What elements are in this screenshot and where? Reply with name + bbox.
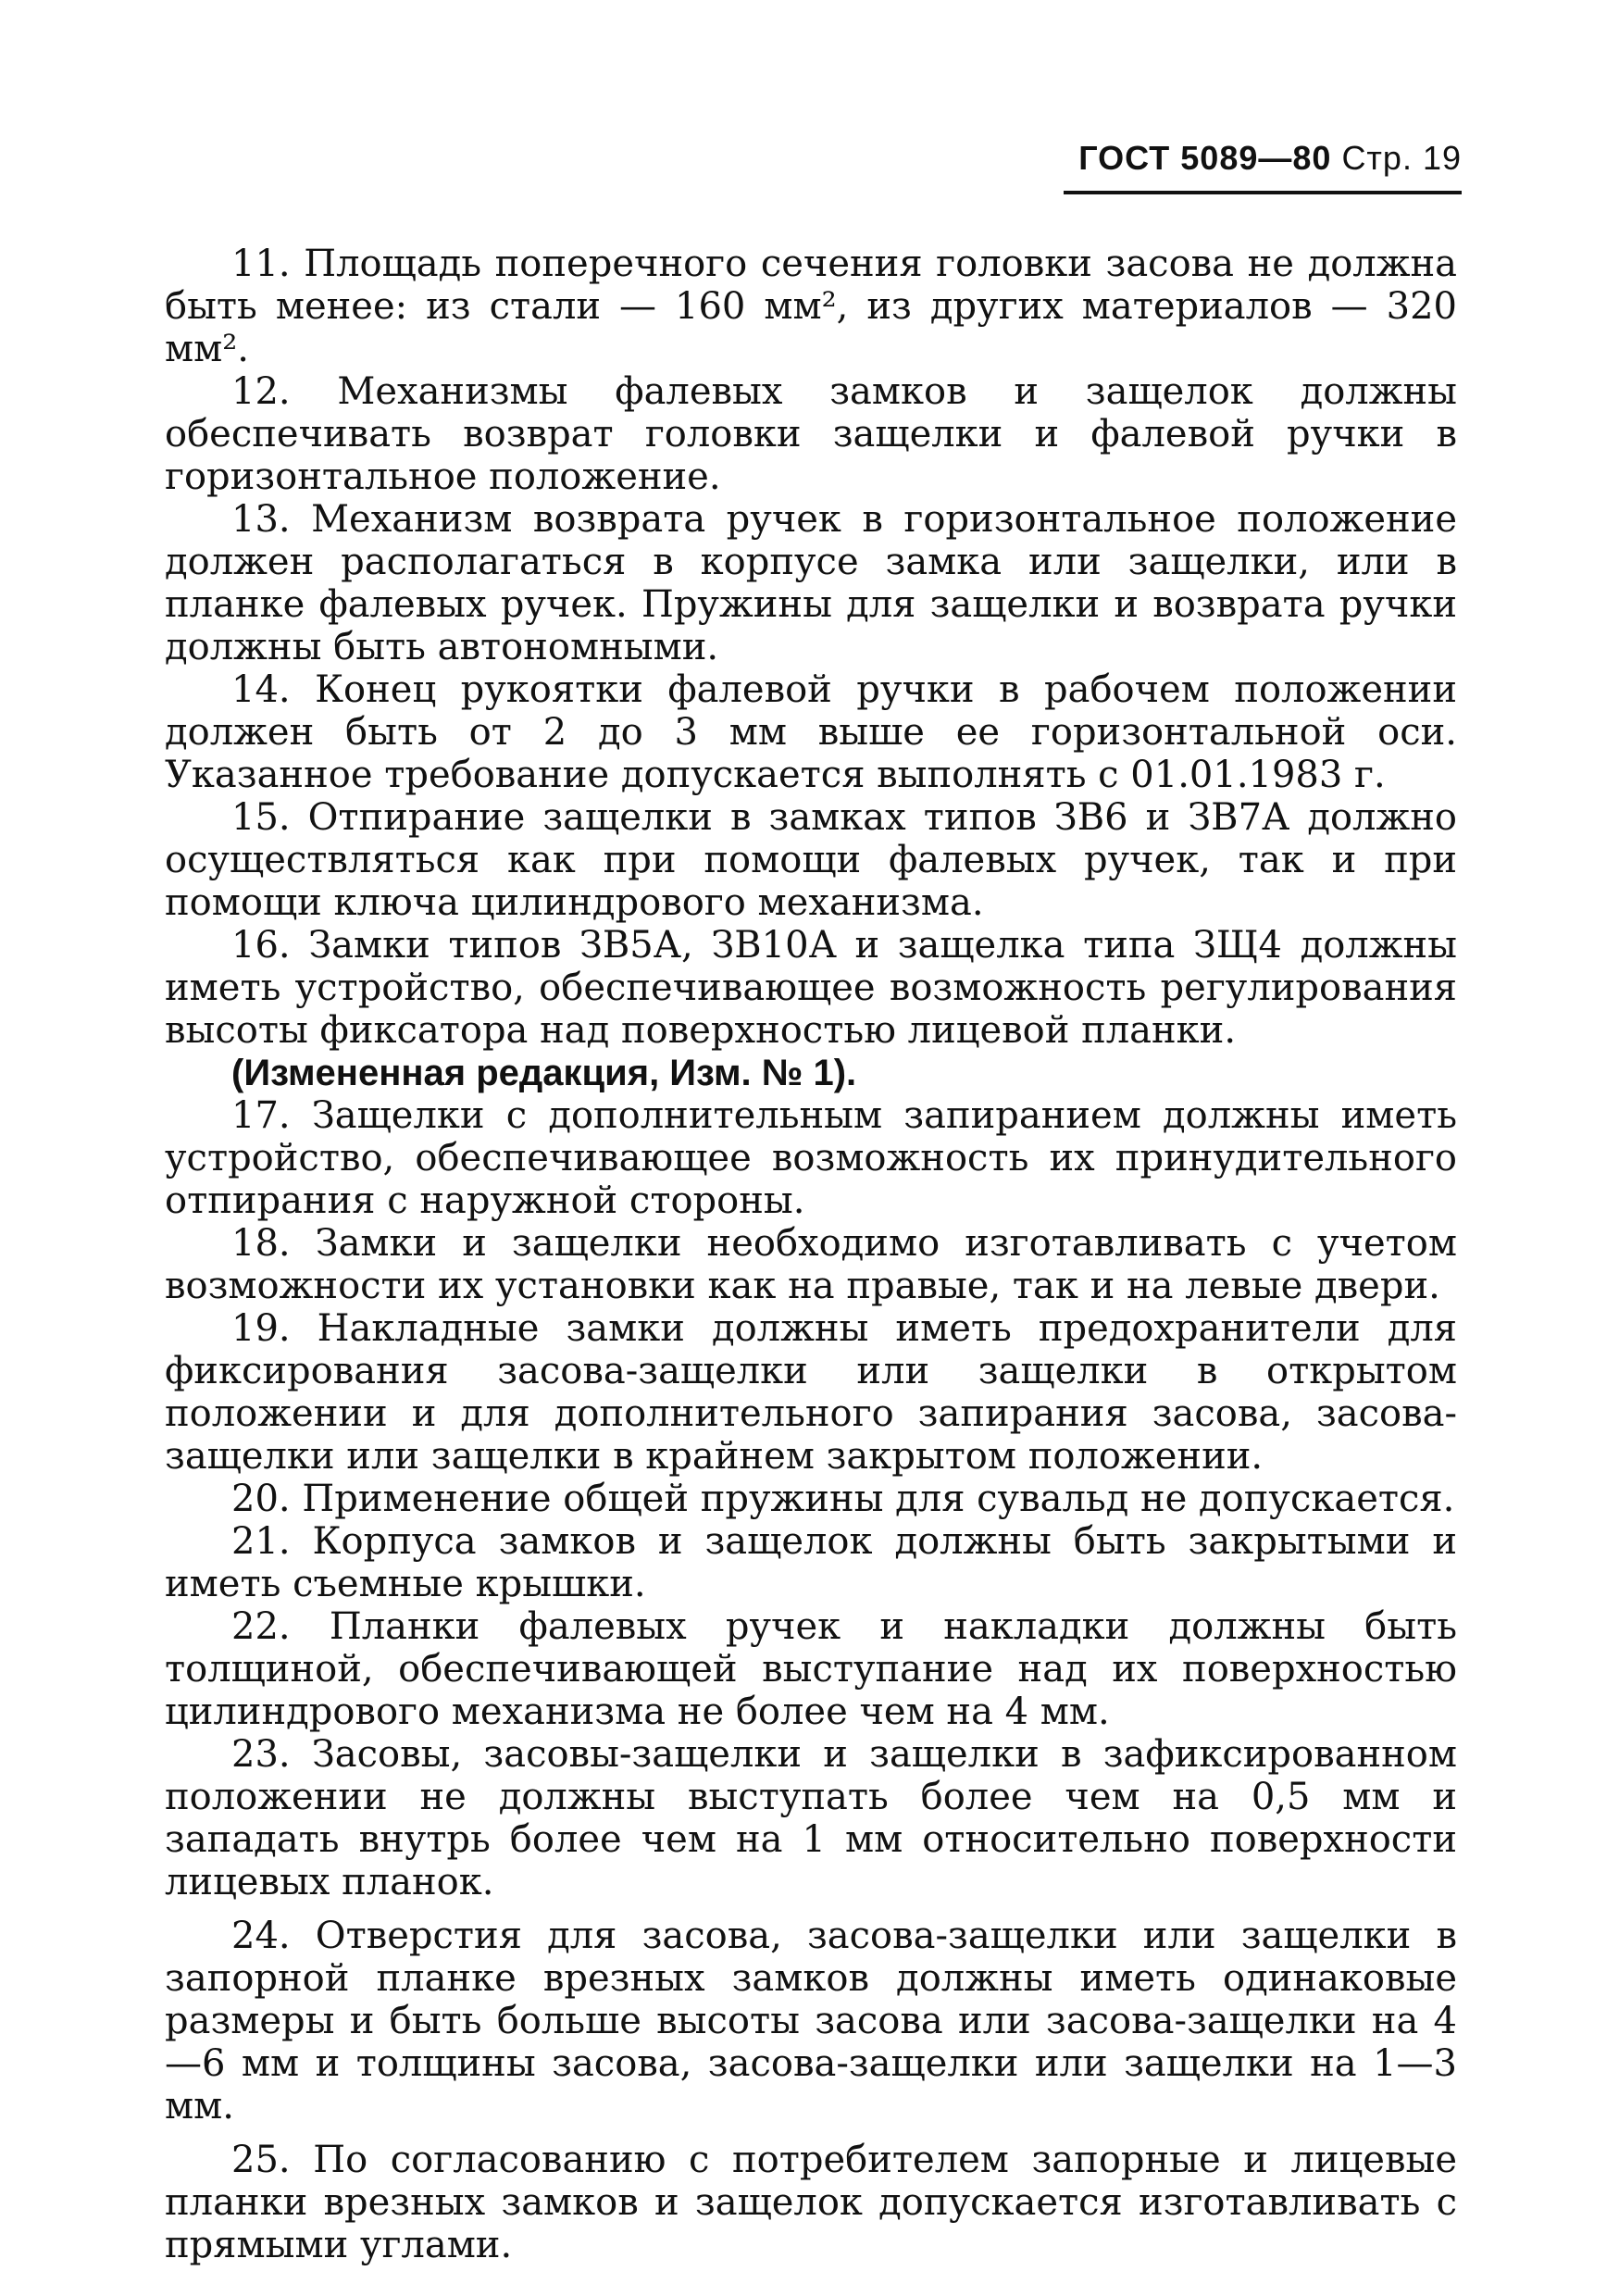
- page-header: [1064, 139, 1462, 178]
- header-rule: [1064, 191, 1462, 194]
- paragraph-19: 19. Накладные замки должны иметь предохранители для фиксирования засова-защелки или защелки в открытом положении и для дополнительного запирания засова, засова-защелки или защелки в крайнем закрытом положении.: [165, 1307, 1457, 1478]
- document-body: [165, 243, 1457, 2266]
- paragraph-17: 17. Защелки с дополнительным запиранием должны иметь устройство, обеспечивающее возможность их принудительного отпирания с наружной стороны.: [165, 1094, 1457, 1222]
- paragraph-22: 22. Планки фалевых ручек и накладки должны быть толщиной, обеспечивающей выступание над их поверхностью цилиндрового механизма не более чем на 4 мм.: [165, 1605, 1457, 1733]
- paragraph-24: 24. Отверстия для засова, засова-защелки или защелки в запорной планке врезных замков должны иметь одинаковые размеры и быть больше высоты засова или засова-защелки на 4—6 мм и толщины засова, засова-защелки или защелки на 1—3 мм.: [165, 1915, 1457, 2128]
- paragraph-14: 14. Конец рукоятки фалевой ручки в рабочем положении должен быть от 2 до 3 мм выше ее горизонтальной оси. Указанное требование допускается выполнять с 01.01.1983 г.: [165, 668, 1457, 796]
- paragraph-13: 13. Механизм возврата ручек в горизонтальное положение должен располагаться в корпусе замка или защелки, или в планке фалевых ручек. Пружины для защелки и возврата ручки должны быть автономными.: [165, 498, 1457, 668]
- page-number: Стр. 19: [1341, 139, 1462, 177]
- paragraph-25: 25. По согласованию с потребителем запорные и лицевые планки врезных замков и защелок допускается изготавливать с прямыми углами.: [165, 2139, 1457, 2266]
- paragraph-21: 21. Корпуса замков и защелок должны быть закрытыми и иметь съемные крышки.: [165, 1520, 1457, 1605]
- paragraph-15: 15. Отпирание защелки в замках типов ЗВ6 и ЗВ7А должно осуществляться как при помощи фалевых ручек, так и при помощи ключа цилиндрового механизма.: [165, 796, 1457, 924]
- paragraph-12: 12. Механизмы фалевых замков и защелок должны обеспечивать возврат головки защелки и фалевой ручки в горизонтальное положение.: [165, 370, 1457, 498]
- amendment-note: (Измененная редакция, Изм. № 1).: [231, 1053, 857, 1093]
- paragraph-20: 20. Применение общей пружины для сувальд не допускается.: [231, 1478, 1455, 1520]
- paragraph-11: 11. Площадь поперечного сечения головки засова не должна быть менее: из стали — 160 мм², из других материалов — 320 мм².: [165, 243, 1457, 370]
- standard-number: ГОСТ 5089—80: [1078, 139, 1332, 177]
- paragraph-18: 18. Замки и защелки необходимо изготавливать с учетом возможности их установки как на правые, так и на левые двери.: [165, 1222, 1457, 1307]
- paragraph-23: 23. Засовы, засовы-защелки и защелки в зафиксированном положении не должны выступать более чем на 0,5 мм и западать внутрь более чем на 1 мм относительно поверхности лицевых планок.: [165, 1733, 1457, 1903]
- paragraph-16: 16. Замки типов ЗВ5А, ЗВ10А и защелка типа ЗЩ4 должны иметь устройство, обеспечивающее возможность регулирования высоты фиксатора над поверхностью лицевой планки.: [165, 924, 1457, 1052]
